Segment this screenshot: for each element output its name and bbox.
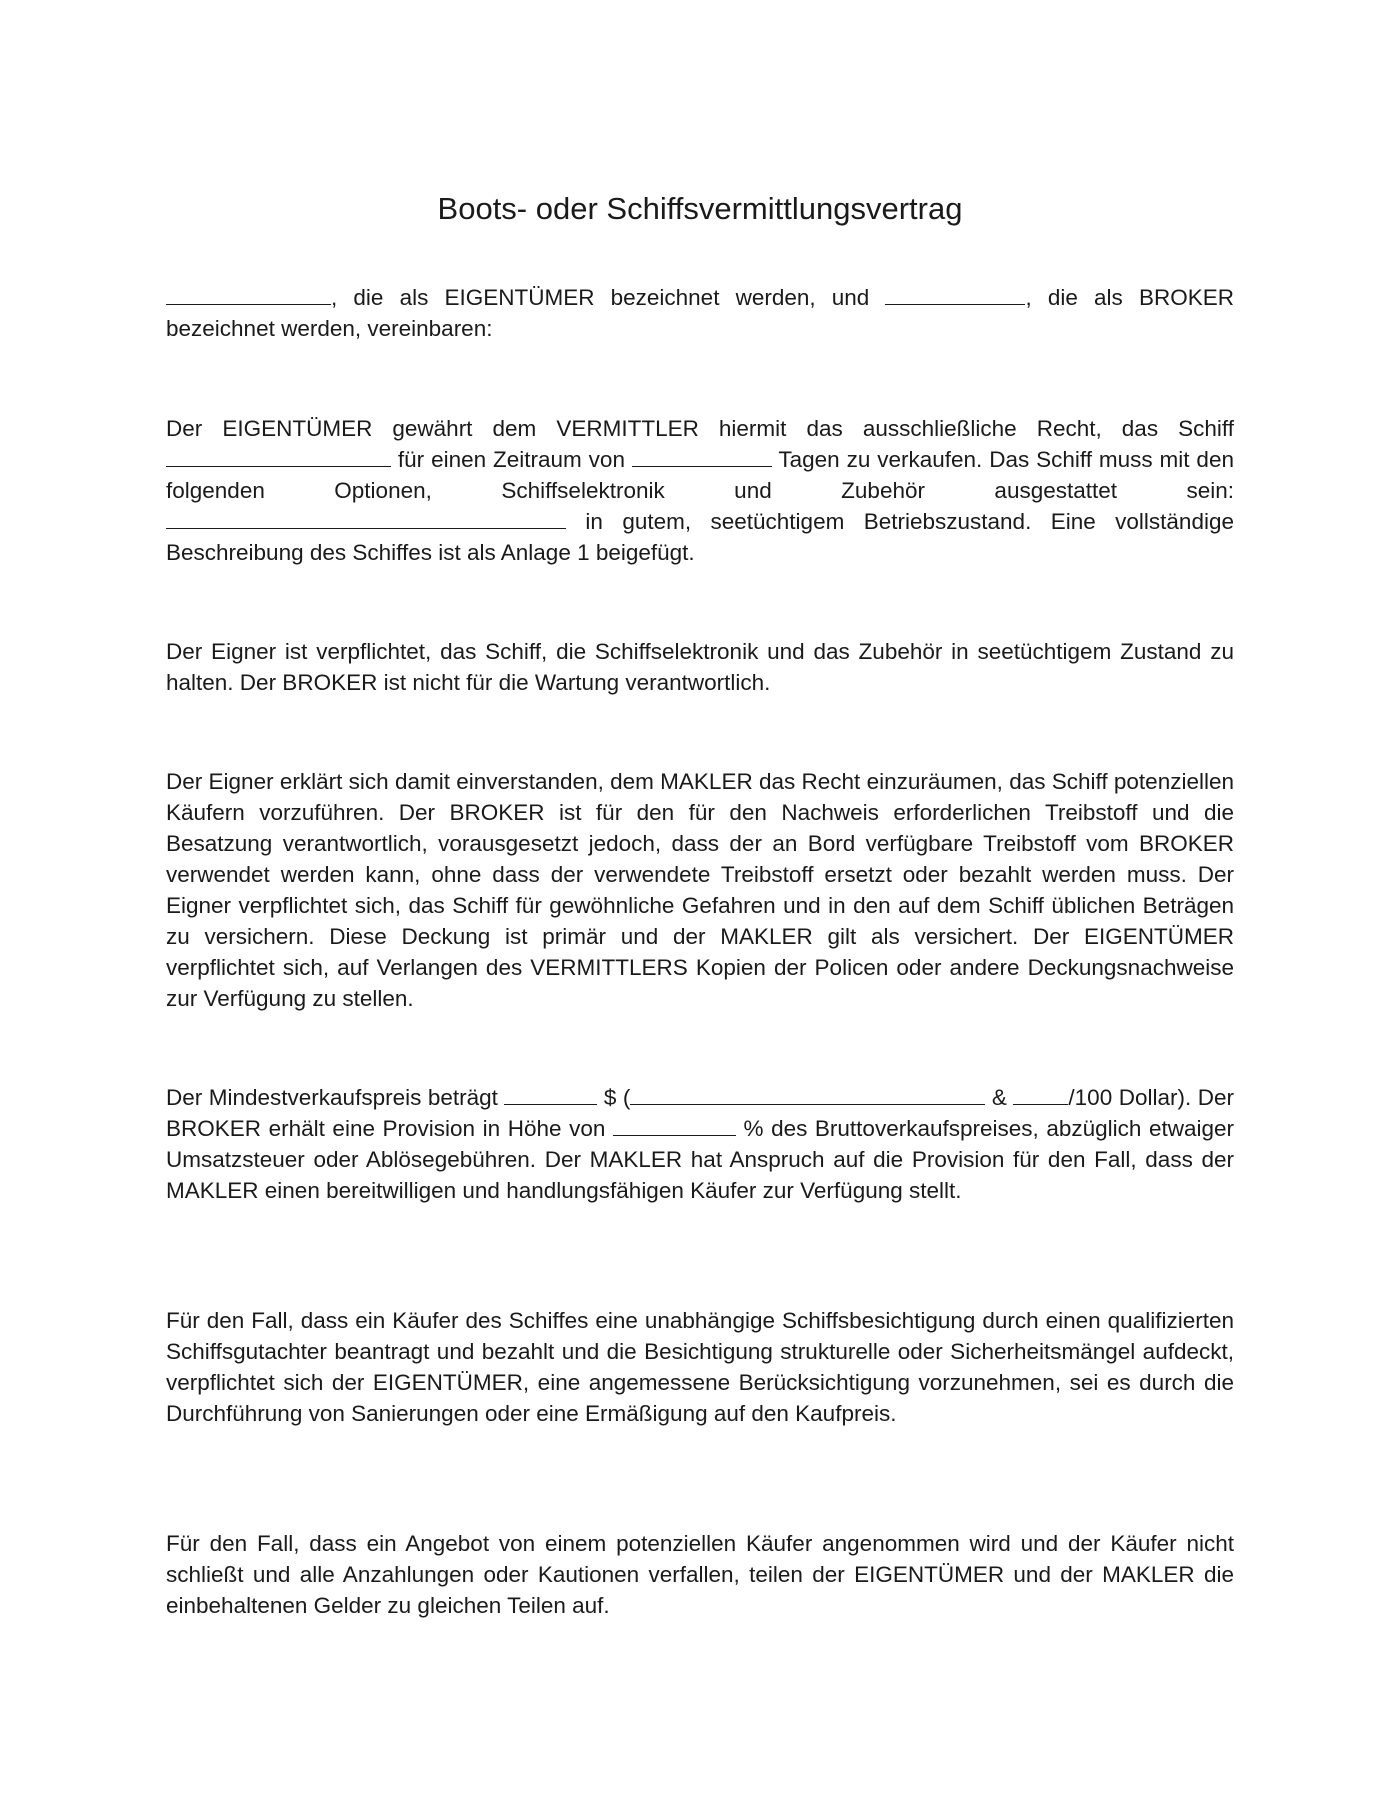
paragraph-price-commission-text-3: &	[991, 1085, 1007, 1110]
owner-name-blank[interactable]	[166, 284, 331, 305]
paragraph-price-commission-text-4: /100 Dollar). Der BROKER erhält eine Provision in Höhe von	[166, 1085, 1234, 1141]
paragraph-parties-text-2: , die als BROKER bezeichnet werden, vereinbaren:	[166, 285, 1234, 341]
paragraph-exclusive-right-text-4: in gutem, seetüchtigem Betriebszustand. Eine vollständige Beschreibung des Schiffes ist als Anlage 1 beigefügt.	[166, 509, 1234, 565]
paragraph-exclusive-right-text-1: Der EIGENTÜMER gewährt dem VERMITTLER hiermit das ausschließliche Recht, das Schiff	[166, 416, 1234, 441]
vessel-description-blank[interactable]	[166, 446, 391, 467]
cents-blank[interactable]	[1013, 1084, 1068, 1105]
paragraph-price-commission	[166, 1082, 1234, 1206]
minimum-price-blank[interactable]	[504, 1084, 597, 1105]
paragraph-maintenance: Der Eigner ist verpflichtet, das Schiff, die Schiffselektronik und das Zubehör in seetüchtigem Zustand zu halten. Der BROKER ist nicht für die Wartung verantwortlich.	[166, 639, 1234, 695]
paragraph-exclusive-right-text-2: für einen Zeitraum von	[397, 447, 625, 472]
paragraph-parties-text-1: , die als EIGENTÜMER bezeichnet werden, und	[331, 285, 870, 310]
document-title: Boots- oder Schiffsvermittlungsvertrag	[437, 191, 963, 226]
commission-percent-blank[interactable]	[613, 1115, 736, 1136]
paragraph-survey: Für den Fall, dass ein Käufer des Schiffes eine unabhängige Schiffsbesichtigung durch einen qualifizierten Schiffsgutachter beantragt und bezahlt und die Besichtigung strukturelle oder Sicherheitsmängel aufdeckt, verpflichtet sich der EIGENTÜMER, eine angemessene Berücksichtigung vorzunehmen, sei es durch die Durchführung von Sanierungen oder eine Ermäßigung auf den Kaufpreis.	[166, 1308, 1234, 1426]
paragraph-price-commission-text-2: $ (	[603, 1085, 631, 1110]
paragraph-parties	[166, 282, 1234, 344]
broker-name-blank[interactable]	[885, 284, 1025, 305]
price-in-words-blank[interactable]	[630, 1084, 985, 1105]
paragraph-exclusive-right-text-3: Tagen zu verkaufen. Das Schiff muss mit den folgenden Optionen, Schiffselektronik und Zubehör ausgestattet sein:	[166, 447, 1234, 503]
paragraph-demonstration-insurance: Der Eigner erklärt sich damit einverstanden, dem MAKLER das Recht einzuräumen, das Schiff potenziellen Käufern vorzuführen. Der BROKER ist für den für den Nachweis erforderlichen Treibstoff und die Besatzung verantwortlich, vorausgesetzt jedoch, dass der an Bord verfügbare Treibstoff vom BROKER verwendet werden kann, ohne dass der verwendete Treibstoff ersetzt oder bezahlt werden muss. Der Eigner verpflichtet sich, das Schiff für gewöhnliche Gefahren und in den auf dem Schiff üblichen Beträgen zu versichern. Diese Deckung ist primär und der MAKLER gilt als versichert. Der EIGENTÜMER verpflichtet sich, auf Verlangen des VERMITTLERS Kopien der Policen oder andere Deckungsnachweise zur Verfügung zu stellen.	[166, 769, 1234, 1011]
paragraph-exclusive-right	[166, 413, 1234, 568]
equipment-blank[interactable]	[166, 508, 566, 529]
days-blank[interactable]	[632, 446, 772, 467]
paragraph-price-commission-text-5: % des Bruttoverkaufspreises, abzüglich etwaiger Umsatzsteuer oder Ablösegebühren. Der MAKLER hat Anspruch auf die Provision für den Fall, dass der MAKLER einen bereitwilligen und handlungsfähigen Käufer zur Verfügung stellt.	[166, 1116, 1234, 1203]
paragraph-forfeited-deposits: Für den Fall, dass ein Angebot von einem potenziellen Käufer angenommen wird und der Käufer nicht schließt und alle Anzahlungen oder Kautionen verfallen, teilen der EIGENTÜMER und der MAKLER die einbehaltenen Gelder zu gleichen Teilen auf.	[166, 1531, 1234, 1618]
paragraph-price-commission-text-1: Der Mindestverkaufspreis beträgt	[166, 1085, 498, 1110]
